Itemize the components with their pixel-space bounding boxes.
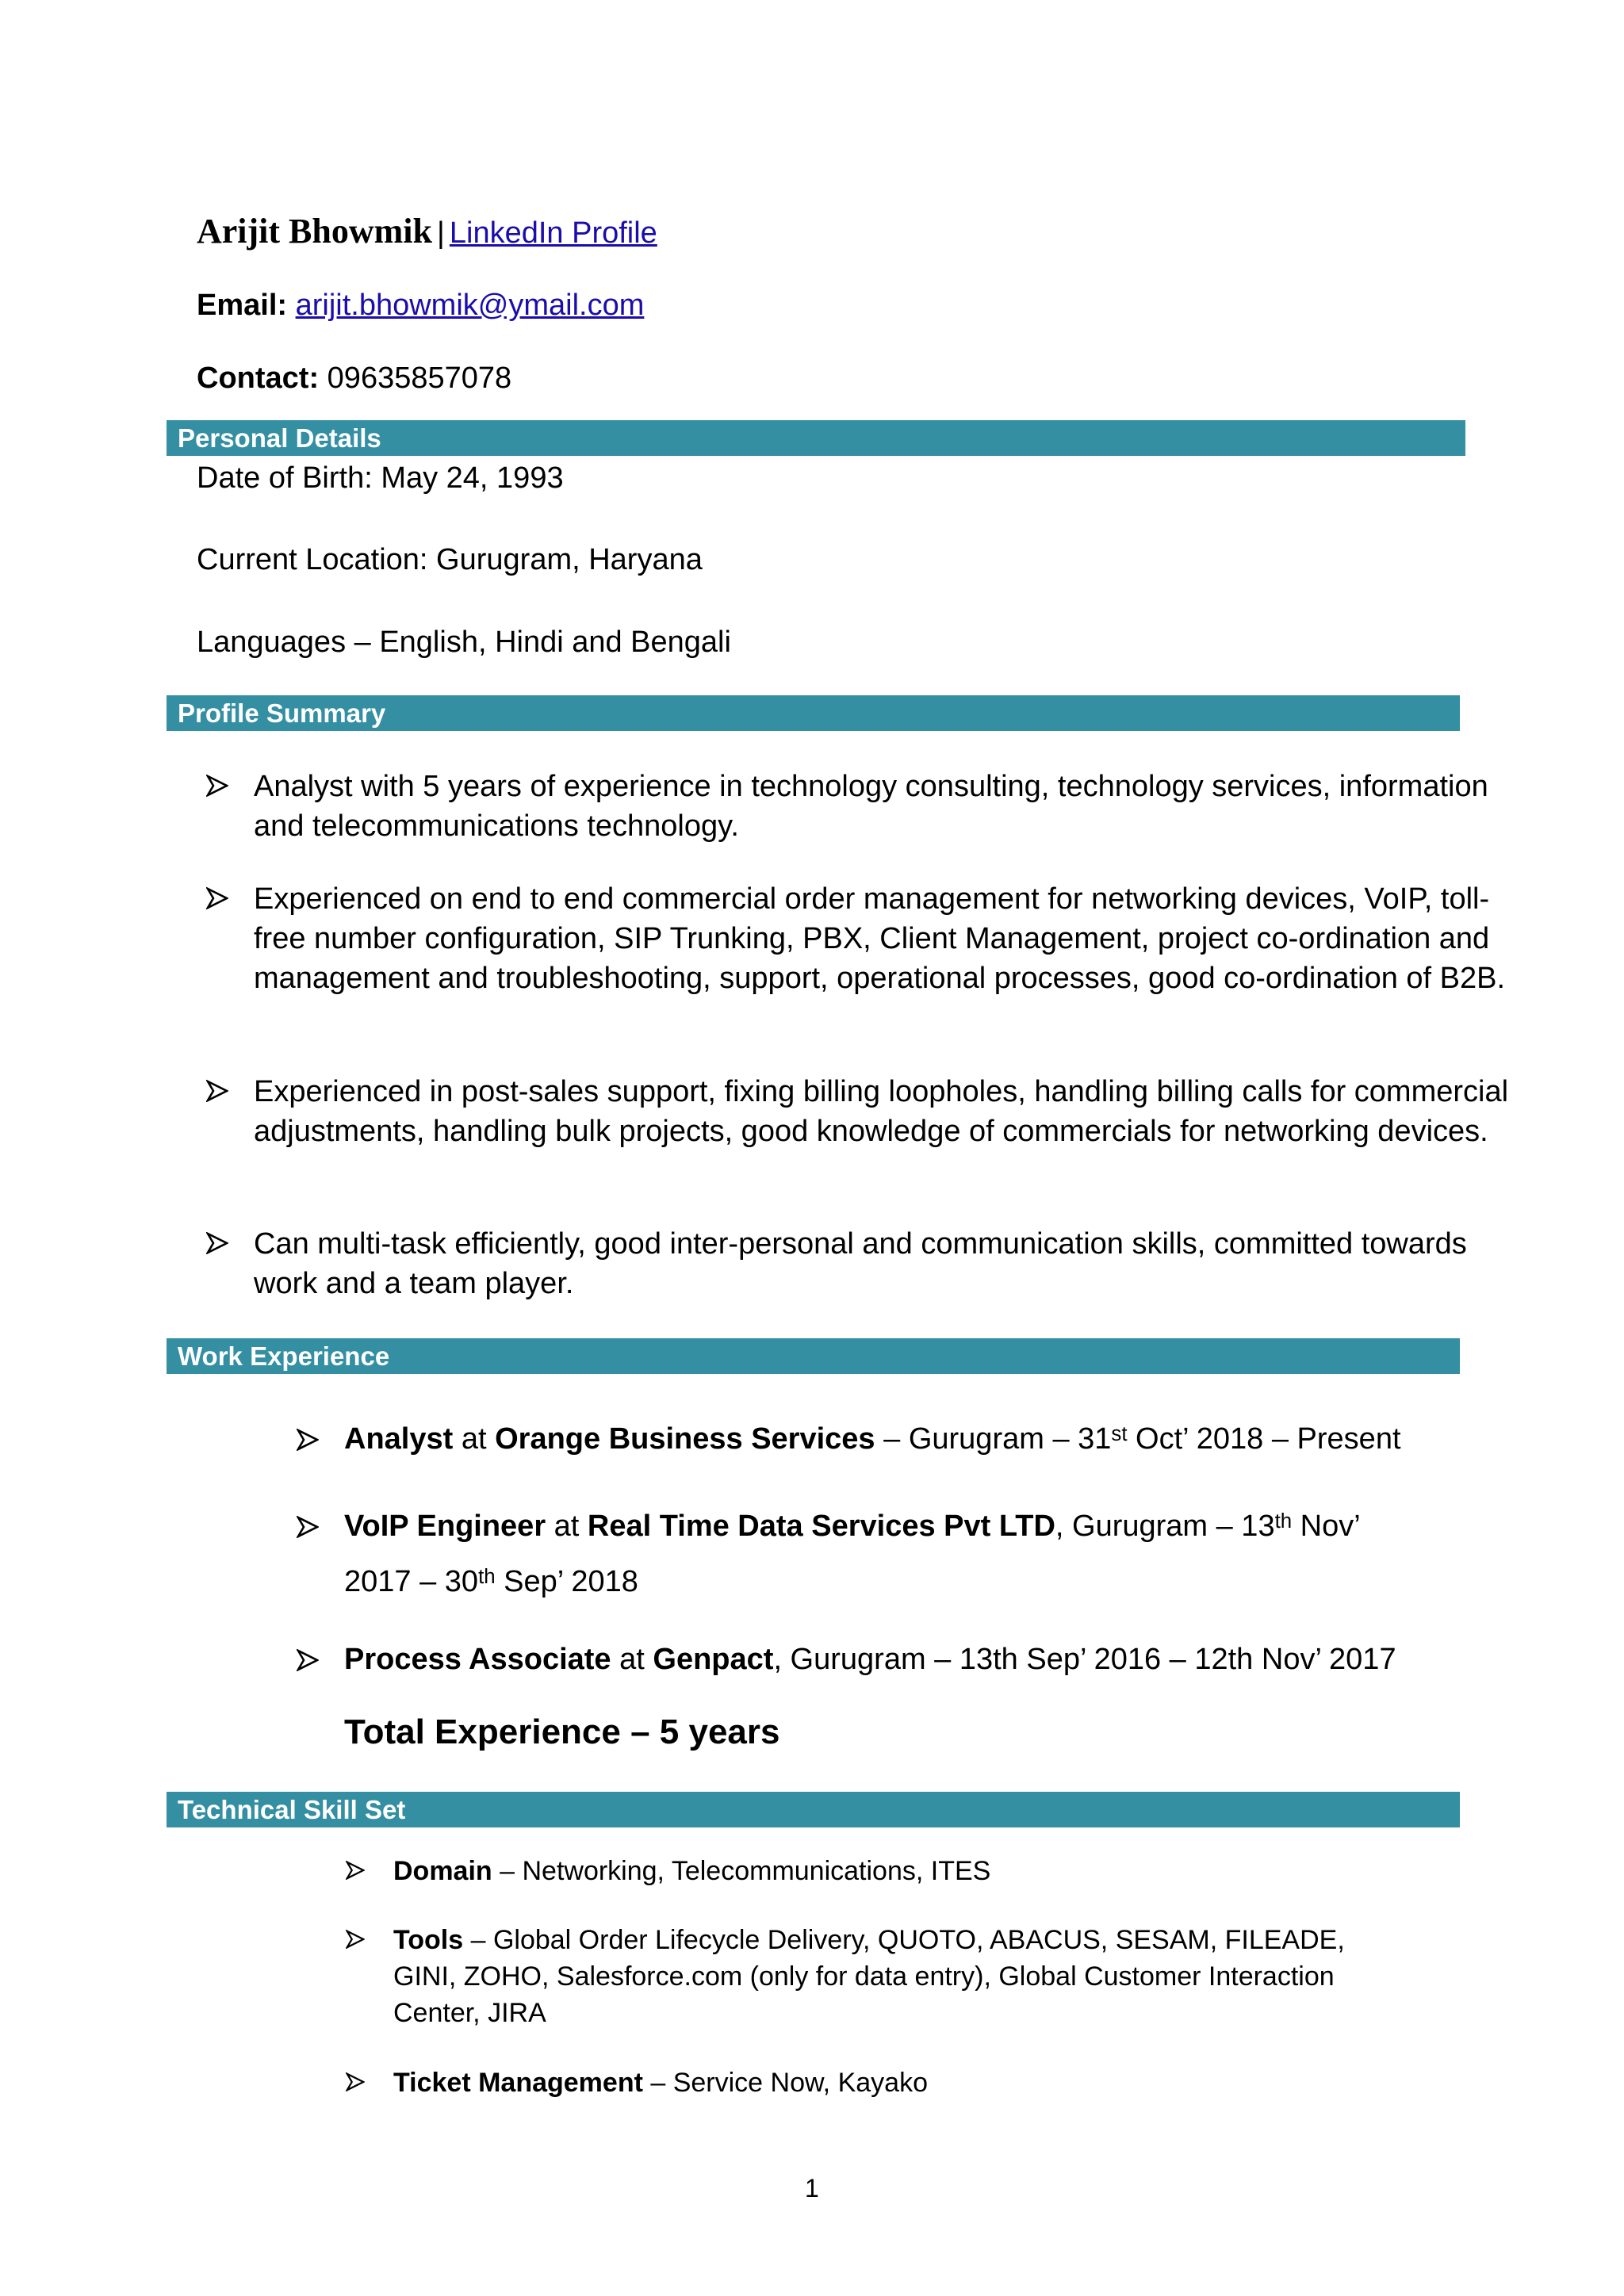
profile-summary-text: Experienced on end to end commercial order management for networking devices, VoIP, toll-free number configuration, SIP Trunking, PBX, Client Management, project co-ordination and management and troubleshooting, support, operational processes, good co-ordination of B2B. (254, 882, 1506, 995)
job-role: Process Associate (344, 1643, 611, 1676)
contact-value: 09635857078 (327, 362, 512, 395)
skill-label: Domain (393, 1856, 492, 1886)
work-entry-text (344, 1419, 1454, 1459)
profile-summary-text: Analyst with 5 years of experience in technology consulting, technology services, information and telecommunications technology. (254, 770, 1488, 843)
profile-summary-text: Can multi-task efficiently, good inter-personal and communication skills, committed towards work and a team player. (254, 1227, 1467, 1300)
job-date-suffix: th (1274, 1510, 1293, 1533)
job-role: Analyst (344, 1422, 454, 1456)
arrow-bullet-icon (206, 887, 228, 909)
job-at: at (546, 1510, 588, 1543)
total-experience: Total Experience – 5 years (344, 1712, 780, 1751)
skill-value: – Service Now, Kayako (642, 2068, 928, 2098)
email-line (197, 289, 644, 323)
skill-label: Tools (393, 1925, 464, 1955)
arrow-bullet-icon (346, 1930, 365, 1949)
arrow-bullet-icon (297, 1429, 319, 1451)
current-location: Current Location: Gurugram, Haryana (197, 543, 703, 576)
date-of-birth: Date of Birth: May 24, 1993 (197, 461, 564, 495)
work-entry-text (344, 1498, 1407, 1609)
skill-entry-text (393, 1853, 1385, 1889)
skill-entry-text (393, 2064, 1385, 2101)
job-role: VoIP Engineer (344, 1510, 546, 1543)
job-details: Oct’ 2018 – Present (1127, 1422, 1401, 1456)
job-at: at (453, 1422, 496, 1456)
arrow-bullet-icon (346, 2072, 365, 2091)
arrow-bullet-icon (206, 1232, 228, 1254)
arrow-bullet-icon (297, 1649, 319, 1671)
skill-value: – Global Order Lifecycle Delivery, QUOTO, ABACUS, SESAM, FILEADE, GINI, ZOHO, Salesforce.com (only for data entry), Global Customer Interaction Center, JIRA (393, 1925, 1345, 2028)
header-name-line (197, 211, 657, 251)
skill-value: – Networking, Telecommunications, ITES (492, 1856, 991, 1886)
job-details: – Gurugram – 31 (875, 1422, 1112, 1456)
job-company: Genpact (653, 1643, 774, 1676)
arrow-bullet-icon (297, 1516, 319, 1538)
job-date-suffix: st (1111, 1422, 1128, 1445)
candidate-name: Arijit Bhowmik (197, 212, 432, 251)
arrow-bullet-icon (206, 1080, 228, 1102)
email-link[interactable]: arijit.bhowmik@ymail.com (295, 289, 645, 322)
page-number: 1 (805, 2174, 819, 2202)
contact-line (197, 362, 511, 396)
section-header-technical-skill-set: Technical Skill Set (167, 1792, 1460, 1827)
arrow-bullet-icon (346, 1861, 365, 1880)
email-label: Email: (197, 289, 288, 322)
linkedin-profile-link[interactable]: LinkedIn Profile (449, 216, 657, 250)
skill-label: Ticket Management (393, 2068, 643, 2098)
contact-label: Contact: (197, 362, 320, 395)
job-details: , Gurugram – 13 (1055, 1510, 1275, 1543)
section-header-personal-details: Personal Details (167, 420, 1465, 456)
job-details: Nov’ 2017 – 30 (344, 1510, 1360, 1598)
job-details: , Gurugram – 13th Sep’ 2016 – 12th Nov’ 2017 (773, 1643, 1396, 1676)
section-header-work-experience: Work Experience (167, 1338, 1460, 1374)
languages: Languages – English, Hindi and Bengali (197, 626, 731, 659)
job-at: at (611, 1643, 653, 1676)
profile-summary-text: Experienced in post-sales support, fixing billing loopholes, handling billing calls for commercial adjustments, handling bulk projects, good knowledge of commercials for networking devices. (254, 1075, 1509, 1148)
job-company: Orange Business Services (495, 1422, 875, 1456)
work-entry-text (344, 1640, 1454, 1679)
job-date-suffix: th (478, 1565, 496, 1588)
name-separator: | (437, 216, 445, 250)
job-details: Sep’ 2018 (495, 1565, 638, 1598)
arrow-bullet-icon (206, 775, 228, 797)
job-company: Real Time Data Services Pvt LTD (587, 1510, 1055, 1543)
skill-entry-text (393, 1922, 1385, 2031)
section-header-profile-summary: Profile Summary (167, 695, 1460, 731)
